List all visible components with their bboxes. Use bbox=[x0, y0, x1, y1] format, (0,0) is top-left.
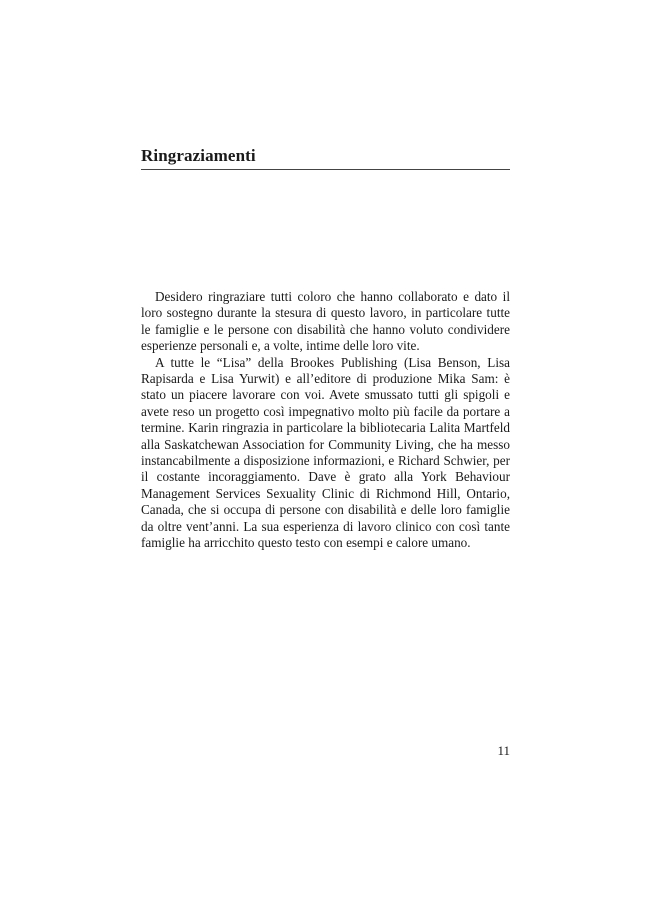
paragraph: A tutte le “Lisa” della Brookes Publishing (Lisa Benson, Lisa Rapisarda e Lisa Yurwit) e all’editore di produzione Mika Sam: è stato un piacere lavorare con voi. Avete smussato tutti gli spigoli e avete reso un progetto così impegnativo molto più facile da portare a termine. Karin ringrazia in particolare la bibliotecaria Lalita Martfeld alla Saskatchewan Association for Community Living, che ha messo instancabilmente a disposizione informazioni, e Richard Schwier, per il costante incoraggiamento. Dave è grato alla York Behaviour Management Services Sexuality Clinic di Richmond Hill, Ontario, Canada, che si occupa di persone con disabilità e delle loro famiglie da oltre vent’anni. La sua esperienza di lavoro clinico con così tante famiglie ha arricchito questo testo con esempi e calore umano. bbox=[141, 354, 510, 551]
paragraph: Desidero ringraziare tutti coloro che hanno collaborato e dato il loro sostegno durante la stesura di questo lavoro, in particolare tutte le famiglie e le persone con disabilità che hanno voluto condividere esperienze personali e, a volte, intime delle loro vite. bbox=[141, 289, 510, 354]
page-number: 11 bbox=[497, 743, 510, 758]
section-heading: Ringraziamenti bbox=[141, 146, 256, 165]
body-text bbox=[141, 289, 510, 552]
heading-rule bbox=[141, 169, 510, 170]
